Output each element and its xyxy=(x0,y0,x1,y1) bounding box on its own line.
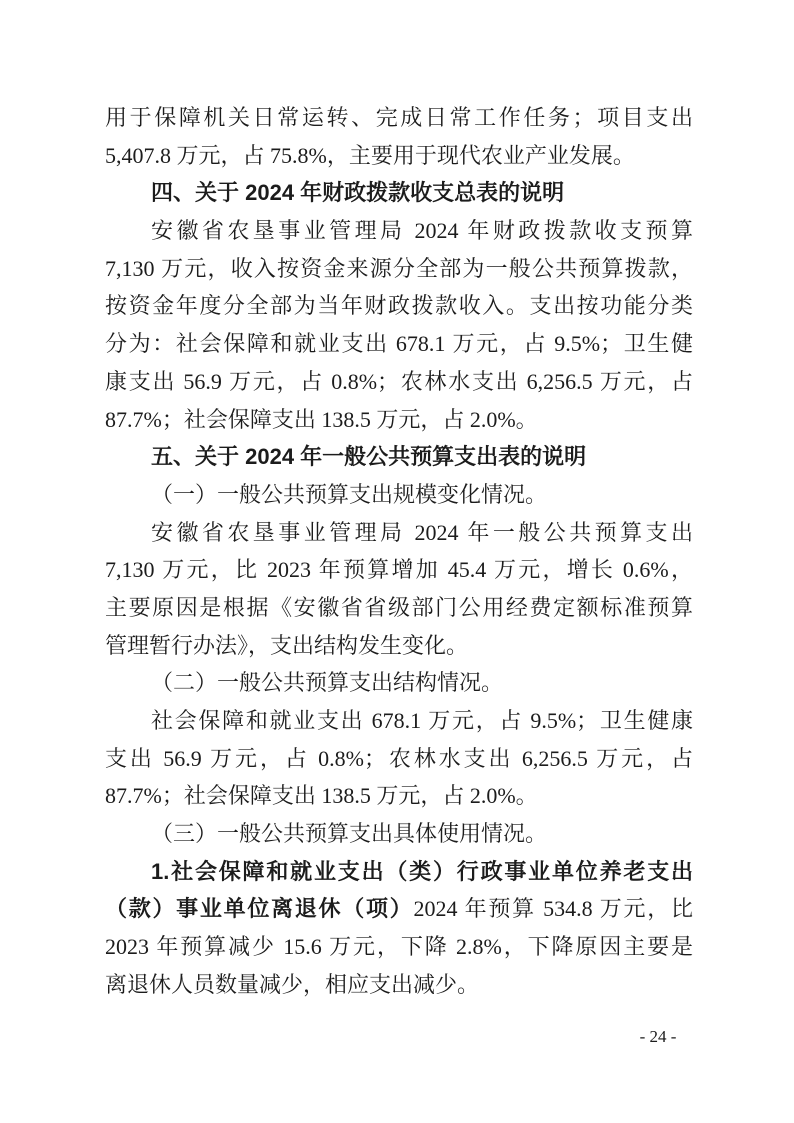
text-segment: 按资金年度分全部为当年财政拨款收入。支出按功能分类 xyxy=(105,293,693,319)
bold-text-segment: 1.社会保障和就业支出（类）行政事业单位养老支出 xyxy=(151,858,693,884)
text-line xyxy=(105,740,693,778)
text-segment: 2024 年预算 534.8 万元，比 xyxy=(413,896,693,922)
text-line xyxy=(105,99,693,137)
text-line xyxy=(105,476,693,514)
bold-text-segment: 五、关于 2024 年一般公共预算支出表的说明 xyxy=(151,444,587,470)
text-segment: 支出 56.9 万元，占 0.8%；农林水支出 6,256.5 万元，占 xyxy=(105,745,693,771)
text-line xyxy=(105,287,693,325)
text-line xyxy=(105,627,693,665)
text-segment: 安徽省农垦事业管理局 2024 年财政拨款收支预算 xyxy=(151,218,693,244)
text-segment: 87.7%；社会保障支出 138.5 万元，占 2.0%。 xyxy=(105,783,538,809)
text-line xyxy=(105,702,693,740)
text-segment: 7,130 万元，收入按资金来源分全部为一般公共预算拨款， xyxy=(105,255,693,281)
page-number: - 24 - xyxy=(639,1027,677,1046)
text-segment: 87.7%；社会保障支出 138.5 万元，占 2.0%。 xyxy=(105,406,538,432)
text-line xyxy=(105,815,693,853)
text-segment: 康支出 56.9 万元，占 0.8%；农林水支出 6,256.5 万元，占 xyxy=(105,368,693,394)
text-segment: 安徽省农垦事业管理局 2024 年一般公共预算支出 xyxy=(151,519,693,545)
text-segment: （二）一般公共预算支出结构情况。 xyxy=(151,670,504,696)
text-segment: 7,130 万元，比 2023 年预算增加 45.4 万元，增长 0.6%， xyxy=(105,557,693,583)
text-line xyxy=(105,664,693,702)
text-segment: 主要原因是根据《安徽省省级部门公用经费定额标准预算 xyxy=(105,594,693,620)
text-segment: 分为：社会保障和就业支出 678.1 万元，占 9.5%；卫生健 xyxy=(105,331,693,357)
text-segment: 2023 年预算减少 15.6 万元，下降 2.8%，下降原因主要是 xyxy=(105,934,693,960)
text-line xyxy=(105,966,693,1004)
text-segment: （一）一般公共预算支出规模变化情况。 xyxy=(151,481,548,507)
text-line xyxy=(105,514,693,552)
document-body xyxy=(105,99,693,1004)
text-line xyxy=(105,137,693,175)
text-line xyxy=(105,551,693,589)
text-line xyxy=(105,325,693,363)
text-line xyxy=(105,212,693,250)
bold-text-segment: 四、关于 2024 年财政拨款收支总表的说明 xyxy=(151,180,565,206)
text-segment: 管理暂行办法》，支出结构发生变化。 xyxy=(105,632,469,658)
text-line xyxy=(105,777,693,815)
text-segment: （三）一般公共预算支出具体使用情况。 xyxy=(151,821,548,847)
text-line xyxy=(105,589,693,627)
section-heading xyxy=(105,174,693,212)
text-line xyxy=(105,890,693,928)
text-segment: 离退休人员数量减少，相应支出减少。 xyxy=(105,971,480,997)
section-heading xyxy=(105,438,693,476)
text-segment: 5,407.8 万元，占 75.8%，主要用于现代农业产业发展。 xyxy=(105,142,635,168)
text-segment: 用于保障机关日常运转、完成日常工作任务；项目支出 xyxy=(105,105,693,130)
bold-text-segment: （款）事业单位离退休（项） xyxy=(105,896,414,922)
text-line xyxy=(105,401,693,439)
text-line xyxy=(105,363,693,401)
text-line xyxy=(105,853,693,891)
text-line xyxy=(105,250,693,288)
text-line xyxy=(105,928,693,966)
text-segment: 社会保障和就业支出 678.1 万元，占 9.5%；卫生健康 xyxy=(151,708,693,733)
